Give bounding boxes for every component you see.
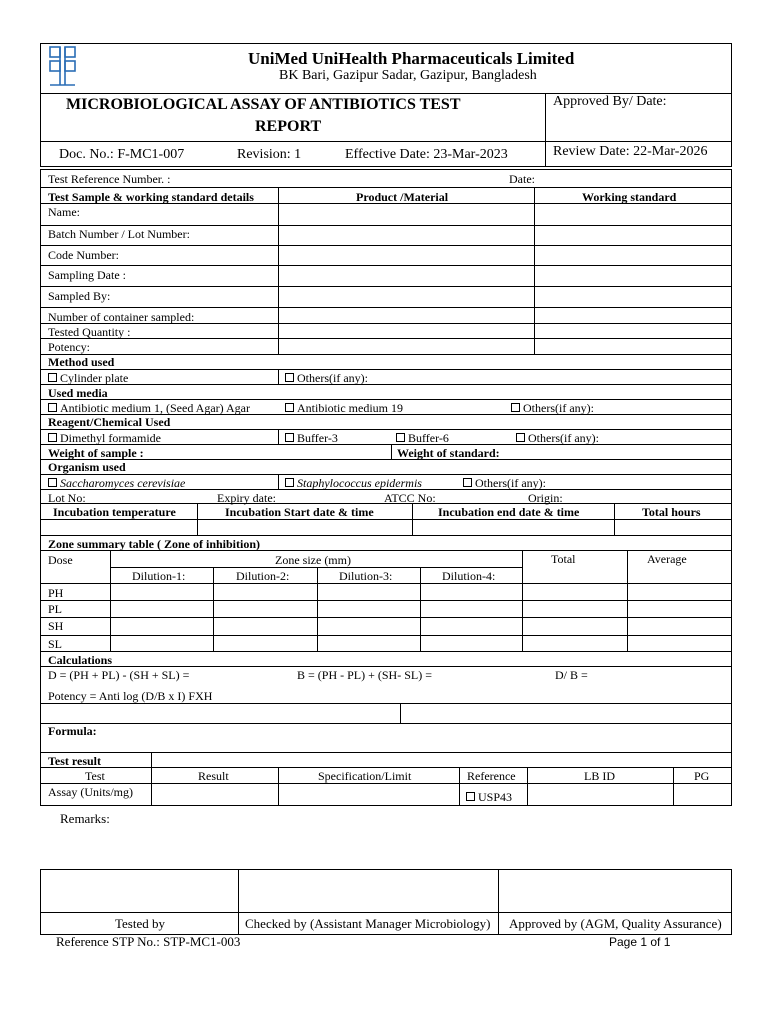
dilution-4-header: Dilution-4: (442, 569, 496, 583)
lot-no-label: Lot No: (48, 491, 86, 505)
assay-row-label: Assay (Units/mg) (48, 785, 133, 799)
row-containers: Number of container sampled: (48, 310, 195, 324)
used-media-label: Used media (48, 386, 108, 400)
tested-by-label: Tested by (115, 916, 165, 931)
method-used-label: Method used (48, 355, 115, 369)
result-header-test: Test (85, 769, 105, 783)
zone-summary-title: Zone summary table ( Zone of inhibition) (48, 537, 261, 551)
weight-sample-label: Weight of sample : (48, 446, 144, 460)
checkbox-icon (285, 373, 294, 382)
reagent-label: Reagent/Chemical Used (48, 415, 171, 429)
checkbox-icon (285, 433, 294, 442)
reagent-buffer6-option[interactable]: Buffer-6 (396, 432, 449, 444)
review-date: Review Date: 22-Mar-2026 (553, 144, 708, 159)
row-name: Name: (48, 205, 80, 219)
b-formula: B = (PH - PL) + (SH- SL) = (297, 668, 432, 682)
formula-label: Formula: (48, 724, 97, 738)
organism-staphylococcus-option[interactable]: Staphylococcus epidermis (285, 477, 422, 489)
company-logo (46, 45, 80, 89)
reference-stp: Reference STP No.: STP-MC1-003 (56, 934, 241, 949)
potency-formula: Potency = Anti log (D/B x I) FXH (48, 689, 213, 703)
row-sampling-date: Sampling Date : (48, 268, 126, 282)
organism-saccharomyces-option[interactable]: Saccharomyces cerevisiae (48, 477, 185, 489)
effective-date: Effective Date: 23-Mar-2023 (345, 147, 508, 162)
dilution-3-header: Dilution-3: (339, 569, 393, 583)
dose-sh: SH (48, 619, 64, 633)
row-sampled-by: Sampled By: (48, 289, 111, 303)
expiry-label: Expiry date: (217, 491, 276, 505)
incubation-temp-header: Incubation temperature (53, 505, 176, 519)
reagent-others-option[interactable]: Others(if any): (516, 432, 599, 444)
approved-by-label: Approved by (AGM, Quality Assurance) (509, 916, 722, 931)
report-title-line1: MICROBIOLOGICAL ASSAY OF ANTIBIOTICS TEST (66, 96, 461, 113)
checkbox-icon (48, 403, 57, 412)
remarks-label: Remarks: (60, 811, 110, 826)
checkbox-icon (516, 433, 525, 442)
checkbox-icon (511, 403, 520, 412)
checkbox-icon (48, 433, 57, 442)
checkbox-icon (285, 403, 294, 412)
result-header-lbid: LB ID (584, 769, 615, 783)
weight-standard-label: Weight of standard: (397, 446, 500, 460)
total-hours-header: Total hours (642, 505, 701, 519)
checkbox-icon (48, 478, 57, 487)
incubation-end-header: Incubation end date & time (438, 505, 580, 519)
organism-others-option[interactable]: Others(if any): (463, 477, 546, 489)
report-title-line2: REPORT (255, 118, 322, 135)
total-header: Total (551, 552, 576, 566)
checkbox-icon (48, 373, 57, 382)
approved-by-date: Approved By/ Date: (553, 94, 667, 109)
reference-usp-option[interactable]: USP43 (466, 791, 512, 803)
media-others-option[interactable]: Others(if any): (511, 402, 594, 414)
company-address: BK Bari, Gazipur Sadar, Gazipur, Bangladesh (279, 68, 537, 83)
result-header-reference: Reference (467, 769, 516, 783)
row-potency: Potency: (48, 340, 90, 354)
col-product-header: Product /Material (356, 190, 449, 204)
zone-size-header: Zone size (mm) (275, 553, 351, 567)
atcc-label: ATCC No: (384, 491, 436, 505)
col-standard-header: Working standard (582, 190, 677, 204)
reagent-buffer3-option[interactable]: Buffer-3 (285, 432, 338, 444)
test-result-title: Test result (48, 754, 102, 768)
method-cylinder-option[interactable]: Cylinder plate (48, 372, 128, 384)
company-name: UniMed UniHealth Pharmaceuticals Limited (248, 49, 575, 68)
row-code: Code Number: (48, 248, 119, 262)
result-header-pg: PG (694, 769, 710, 783)
page-number: Page 1 of 1 (609, 935, 671, 949)
method-others-option[interactable]: Others(if any): (285, 372, 368, 384)
reagent-dmf-option[interactable]: Dimethyl formamide (48, 432, 161, 444)
doc-number: Doc. No.: F-MC1-007 (59, 147, 185, 162)
row-batch: Batch Number / Lot Number: (48, 227, 190, 241)
dilution-1-header: Dilution-1: (132, 569, 186, 583)
d-formula: D = (PH + PL) - (SH + SL) = (48, 668, 190, 682)
result-header-result: Result (198, 769, 229, 783)
dilution-2-header: Dilution-2: (236, 569, 290, 583)
checkbox-icon (396, 433, 405, 442)
incubation-start-header: Incubation Start date & time (225, 505, 374, 519)
col-details-header: Test Sample & working standard details (48, 190, 254, 204)
date-label: Date: (509, 172, 535, 186)
checkbox-icon (285, 478, 294, 487)
media-1-option[interactable]: Antibiotic medium 1, (Seed Agar) Agar (48, 402, 250, 414)
dose-header: Dose (48, 553, 73, 567)
result-header-specification: Specification/Limit (318, 769, 412, 783)
checkbox-icon (466, 792, 475, 801)
checked-by-label: Checked by (Assistant Manager Microbiology) (245, 916, 491, 931)
origin-label: Origin: (528, 491, 563, 505)
organism-label: Organism used (48, 460, 126, 474)
dose-ph: PH (48, 586, 64, 600)
dose-pl: PL (48, 602, 63, 616)
dose-sl: SL (48, 637, 63, 651)
calculations-title: Calculations (48, 653, 113, 667)
d-over-b: D/ B = (555, 668, 588, 682)
checkbox-icon (463, 478, 472, 487)
revision: Revision: 1 (237, 147, 302, 162)
test-reference-label: Test Reference Number. : (48, 172, 171, 186)
average-header: Average (647, 552, 687, 566)
row-tested-quantity: Tested Quantity : (48, 325, 131, 339)
media-19-option[interactable]: Antibiotic medium 19 (285, 402, 403, 414)
